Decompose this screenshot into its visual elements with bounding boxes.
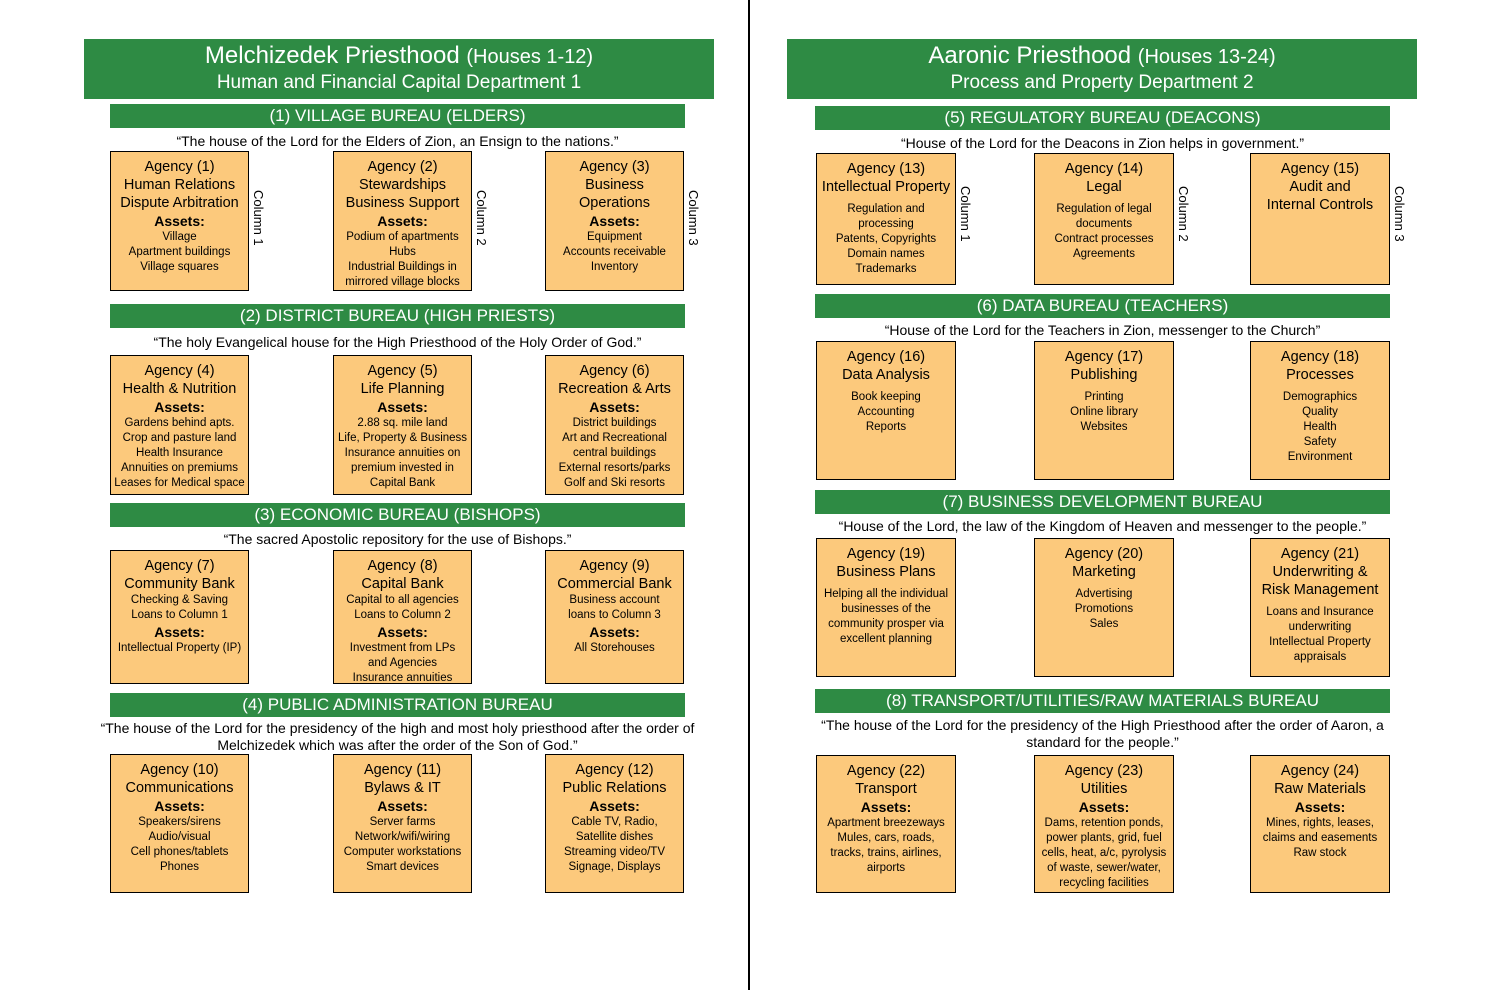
agency-detail-line: Cable TV, Radio, — [571, 816, 658, 828]
right-bureau-quote-1: “House of the Lord for the Deacons in Zion helps in government.” — [900, 135, 1305, 151]
agency-detail-line: Printing — [1084, 391, 1124, 403]
agency-box — [110, 754, 249, 893]
agency-name-line: Life Planning — [360, 381, 445, 397]
agency-name-line: Commercial Bank — [557, 576, 672, 592]
agency-number: Agency (19) — [846, 546, 926, 562]
agency-detail-line: Village squares — [140, 261, 219, 273]
agency-detail-line: 2.88 sq. mile land — [357, 417, 448, 429]
agency-number: Agency (18) — [1280, 349, 1360, 365]
agency-detail-line: Leases for Medical space — [114, 477, 245, 489]
assets-heading: Assets: — [154, 798, 205, 814]
agency-detail-line: Online library — [1070, 406, 1138, 418]
agency-box — [1034, 755, 1174, 893]
agency-box — [545, 754, 684, 893]
agency-detail-line: Health Insurance — [136, 447, 223, 459]
agency-service-line: Loans to Column 1 — [131, 609, 228, 621]
agency-service-line: Capital to all agencies — [346, 594, 459, 606]
assets-heading: Assets: — [154, 213, 205, 229]
agency-detail-line: Apartment buildings — [128, 246, 231, 258]
agency-name-line: Transport — [855, 781, 917, 797]
left-department-header — [84, 39, 714, 99]
left-column-label-1: Column 1 — [251, 190, 266, 246]
right-subtitle: Process and Property Department 2 — [950, 72, 1254, 93]
agency-detail-line: Streaming video/TV — [564, 846, 665, 858]
right-column-label-2: Column 2 — [1176, 186, 1191, 242]
agency-box — [333, 355, 472, 495]
agency-name-line: Business Support — [345, 195, 460, 211]
right-bureau-quote-3: “House of the Lord, the law of the Kingdom of Heaven and messenger to the people.” — [838, 518, 1367, 534]
agency-name-line: Recreation & Arts — [558, 381, 671, 397]
agency-number: Agency (6) — [579, 363, 650, 379]
agency-detail-line: Patents, Copyrights — [835, 233, 937, 245]
agency-detail-line: claims and easements — [1262, 832, 1378, 844]
agency-detail-line: Sales — [1089, 618, 1119, 630]
agency-name-line: Community Bank — [124, 576, 235, 592]
agency-detail-line: Gardens behind apts. — [124, 417, 235, 429]
assets-heading: Assets: — [1078, 799, 1130, 815]
left-bureau-title-2: (2) DISTRICT BUREAU (HIGH PRIESTS) — [110, 304, 685, 328]
agency-detail-line: Annuities on premiums — [121, 462, 238, 474]
agency-number: Agency (1) — [144, 159, 215, 175]
agency-number: Agency (24) — [1280, 763, 1360, 779]
agency-number: Agency (3) — [579, 159, 650, 175]
agency-detail-line: Speakers/sirens — [138, 816, 221, 828]
agency-detail-line: appraisals — [1293, 651, 1347, 663]
agency-service-line: Business account — [569, 594, 660, 606]
agency-detail-line: processing — [858, 218, 914, 230]
left-bureau-title-1: (1) VILLAGE BUREAU (ELDERS) — [110, 104, 685, 128]
agency-name-line: Human Relations — [123, 177, 236, 193]
agency-number: Agency (22) — [846, 763, 926, 779]
agency-name-line: Data Analysis — [842, 367, 930, 383]
assets-heading: Assets: — [589, 624, 640, 640]
agency-number: Agency (12) — [575, 762, 654, 778]
assets-heading: Assets: — [154, 399, 205, 415]
agency-detail-line: Intellectual Property (IP) — [117, 642, 242, 654]
agency-box — [816, 341, 956, 480]
agency-detail-line: tracks, trains, airlines, — [830, 847, 942, 859]
center-divider — [748, 0, 750, 990]
right-department-header — [787, 39, 1417, 99]
agency-name-line: Business Plans — [836, 564, 936, 580]
agency-number: Agency (2) — [367, 159, 438, 175]
left-column-label-3: Column 3 — [686, 190, 701, 246]
left-bureau-title-3: (3) ECONOMIC BUREAU (BISHOPS) — [110, 503, 685, 527]
left-title: Melchizedek Priesthood — [204, 42, 460, 69]
assets-heading: Assets: — [589, 399, 640, 415]
agency-box — [333, 151, 472, 291]
agency-detail-line: Accounting — [857, 406, 915, 418]
agency-detail-line: Websites — [1080, 421, 1128, 433]
agency-detail-line: Investment from LPs — [349, 642, 456, 654]
left-bureau-quote-1: “The house of the Lord for the Elders of Zion, an Ensign to the nations.” — [176, 133, 619, 149]
agency-number: Agency (13) — [846, 161, 926, 177]
agency-detail-line: Capital Bank — [369, 477, 436, 489]
agency-detail-line: Health — [1303, 421, 1337, 433]
agency-detail-line: Podium of apartments — [346, 231, 459, 243]
agency-name-line: Audit and — [1289, 179, 1351, 195]
agency-detail-line: Insurance annuities on — [344, 447, 461, 459]
right-bureau-quote-2: “House of the Lord for the Teachers in Zion, messenger to the Church” — [884, 322, 1321, 338]
assets-heading: Assets: — [377, 213, 428, 229]
agency-name-line: Publishing — [1070, 367, 1138, 383]
agency-box — [110, 550, 249, 684]
agency-number: Agency (5) — [367, 363, 438, 379]
agency-box — [1250, 538, 1390, 677]
left-bureau-quote-3: “The sacred Apostolic repository for the use of Bishops.” — [223, 531, 572, 547]
agency-detail-line: Contract processes — [1054, 233, 1154, 245]
agency-detail-line: Apartment breezeways — [827, 817, 945, 829]
agency-detail-line: Mines, rights, leases, — [1265, 817, 1374, 829]
left-title-houses: (Houses 1-12) — [466, 46, 594, 68]
right-title-houses: (Houses 13-24) — [1137, 46, 1276, 68]
agency-detail-line: Hubs — [389, 246, 416, 258]
agency-box — [1034, 153, 1174, 285]
agency-detail-line: documents — [1075, 218, 1133, 230]
left-bureau-quote-4: “The house of the Lord for the presidency of the high and most holy priesthood after the order of Melchizedek which was after the order of the Son of God.” — [100, 720, 695, 753]
agency-detail-line: Equipment — [587, 231, 642, 243]
agency-detail-line: Life, Property & Business — [337, 432, 468, 444]
agency-detail-line: Intellectual Property — [1269, 636, 1371, 648]
agency-detail-line: of waste, sewer/water, — [1047, 862, 1161, 874]
right-bureau-title-4: (8) TRANSPORT/UTILITIES/RAW MATERIALS BUREAU — [815, 689, 1390, 713]
agency-box — [545, 355, 684, 495]
agency-number: Agency (10) — [140, 762, 219, 778]
agency-number: Agency (11) — [363, 762, 442, 778]
agency-name-line: Operations — [579, 195, 650, 211]
agency-detail-line: premium invested in — [351, 462, 454, 474]
agency-detail-line: Dams, retention ponds, — [1044, 817, 1164, 829]
agency-name-line: Health & Nutrition — [122, 381, 237, 397]
agency-detail-line: Satellite dishes — [575, 831, 654, 843]
agency-detail-line: Trademarks — [855, 263, 917, 275]
agency-detail-line: and Agencies — [367, 657, 438, 669]
agency-detail-line: District buildings — [572, 417, 657, 429]
agency-name-line: Raw Materials — [1274, 781, 1366, 797]
agency-detail-line: Loans and Insurance — [1266, 606, 1374, 618]
agency-detail-line: Promotions — [1074, 603, 1134, 615]
agency-detail-line: Safety — [1303, 436, 1337, 448]
agency-name-line: Internal Controls — [1266, 197, 1374, 213]
agency-service-line: loans to Column 3 — [568, 609, 661, 621]
left-bureau-title-4: (4) PUBLIC ADMINISTRATION BUREAU — [110, 693, 685, 717]
agency-detail-line: airports — [866, 862, 906, 874]
agency-name-line: Legal — [1086, 179, 1122, 195]
right-title: Aaronic Priesthood — [928, 42, 1132, 69]
agency-box — [1034, 341, 1174, 480]
agency-detail-line: underwriting — [1288, 621, 1352, 633]
agency-name-line: Marketing — [1072, 564, 1136, 580]
agency-box — [1034, 538, 1174, 677]
agency-detail-line: Phones — [159, 861, 199, 873]
assets-heading: Assets: — [154, 624, 205, 640]
assets-heading: Assets: — [589, 798, 640, 814]
right-bureau-title-1: (5) REGULATORY BUREAU (DEACONS) — [815, 106, 1390, 130]
assets-heading: Assets: — [860, 799, 912, 815]
right-bureau-title-2: (6) DATA BUREAU (TEACHERS) — [815, 294, 1390, 318]
agency-number: Agency (7) — [144, 558, 215, 574]
assets-heading: Assets: — [589, 213, 640, 229]
agency-detail-line: Accounts receivable — [563, 246, 666, 258]
agency-detail-line: businesses of the — [841, 603, 931, 615]
assets-heading: Assets: — [377, 798, 428, 814]
agency-name-line: Utilities — [1080, 781, 1128, 797]
right-column-label-3: Column 3 — [1392, 186, 1407, 242]
agency-box — [545, 550, 684, 684]
agency-detail-line: Network/wifi/wiring — [354, 831, 451, 843]
agency-number: Agency (21) — [1280, 546, 1360, 562]
agency-name-line: Dispute Arbitration — [120, 195, 239, 211]
agency-detail-line: All Storehouses — [574, 642, 655, 654]
agency-box — [545, 151, 684, 291]
agency-detail-line: Book keeping — [851, 391, 921, 403]
agency-name-line: Communications — [125, 780, 234, 796]
agency-detail-line: Audio/visual — [148, 831, 211, 843]
agency-detail-line: excellent planning — [839, 633, 933, 645]
agency-detail-line: cells, heat, a/c, pyrolysis — [1041, 847, 1167, 859]
agency-detail-line: Domain names — [847, 248, 925, 260]
agency-detail-line: Agreements — [1072, 248, 1135, 260]
agency-detail-line: Demographics — [1282, 391, 1358, 403]
agency-box — [110, 151, 249, 291]
agency-detail-line: Computer workstations — [343, 846, 462, 858]
agency-number: Agency (15) — [1280, 161, 1360, 177]
right-bureau-title-3: (7) BUSINESS DEVELOPMENT BUREAU — [815, 490, 1390, 514]
agency-detail-line: Crop and pasture land — [122, 432, 237, 444]
agency-detail-line: Quality — [1302, 406, 1338, 418]
assets-heading: Assets: — [377, 624, 428, 640]
agency-number: Agency (16) — [846, 349, 926, 365]
agency-number: Agency (17) — [1064, 349, 1144, 365]
agency-detail-line: power plants, grid, fuel — [1046, 832, 1162, 844]
agency-detail-line: External resorts/parks — [558, 462, 671, 474]
agency-name-line: Stewardships — [358, 177, 447, 193]
agency-detail-line: Art and Recreational — [562, 432, 667, 444]
agency-detail-line: community prosper via — [828, 618, 944, 630]
agency-number: Agency (20) — [1064, 546, 1144, 562]
right-bureau-quote-4: “The house of the Lord for the presidency of the High Priesthood after the order of Aaron, a standard for the people.” — [821, 717, 1384, 750]
agency-detail-line: Helping all the individual — [823, 588, 949, 600]
agency-name-line: Intellectual Property — [821, 179, 951, 195]
agency-detail-line: Inventory — [590, 261, 639, 273]
left-column-label-2: Column 2 — [474, 190, 489, 246]
agency-detail-line: recycling facilities — [1059, 877, 1149, 889]
agency-detail-line: Smart devices — [366, 861, 439, 873]
agency-number: Agency (14) — [1064, 161, 1144, 177]
agency-name-line: Capital Bank — [361, 576, 444, 592]
agency-box — [816, 538, 956, 677]
agency-detail-line: Advertising — [1075, 588, 1133, 600]
assets-heading: Assets: — [377, 399, 428, 415]
agency-name-line: Underwriting & — [1272, 564, 1368, 580]
agency-name-line: Public Relations — [562, 780, 667, 796]
agency-detail-line: Golf and Ski resorts — [564, 477, 665, 489]
agency-box — [110, 355, 249, 495]
agency-detail-line: Raw stock — [1293, 847, 1347, 859]
agency-number: Agency (8) — [367, 558, 438, 574]
left-bureau-quote-2: “The holy Evangelical house for the High Priesthood of the Holy Order of God.” — [153, 334, 642, 350]
agency-service-line: Loans to Column 2 — [354, 609, 451, 621]
agency-detail-line: Mules, cars, roads, — [837, 832, 935, 844]
agency-number: Agency (4) — [144, 363, 215, 379]
agency-name-line: Bylaws & IT — [364, 780, 441, 796]
agency-box — [1250, 755, 1390, 893]
agency-detail-line: Cell phones/tablets — [130, 846, 229, 858]
agency-detail-line: Insurance annuities — [352, 672, 453, 684]
agency-detail-line: Signage, Displays — [568, 861, 661, 873]
agency-number: Agency (23) — [1064, 763, 1144, 779]
right-column-label-1: Column 1 — [958, 186, 973, 242]
agency-service-line: Checking & Saving — [130, 594, 229, 606]
agency-box — [816, 755, 956, 893]
assets-heading: Assets: — [1294, 799, 1346, 815]
agency-box — [1250, 153, 1390, 285]
agency-detail-line: Village — [162, 231, 197, 243]
agency-name-line: Business — [585, 177, 644, 193]
agency-detail-line: Reports — [865, 421, 907, 433]
agency-detail-line: Environment — [1287, 451, 1353, 463]
agency-number: Agency (9) — [579, 558, 650, 574]
agency-box — [816, 153, 956, 285]
agency-detail-line: central buildings — [572, 447, 657, 459]
left-subtitle: Human and Financial Capital Department 1 — [216, 72, 582, 93]
agency-box — [1250, 341, 1390, 480]
agency-detail-line: Server farms — [369, 816, 436, 828]
agency-detail-line: Regulation of legal — [1056, 203, 1152, 215]
agency-box — [333, 754, 472, 893]
agency-detail-line: mirrored village blocks — [345, 276, 460, 288]
agency-detail-line: Regulation and — [847, 203, 925, 215]
agency-box — [333, 550, 472, 684]
agency-name-line: Risk Management — [1261, 582, 1379, 598]
agency-name-line: Processes — [1286, 367, 1354, 383]
agency-detail-line: Industrial Buildings in — [348, 261, 457, 273]
